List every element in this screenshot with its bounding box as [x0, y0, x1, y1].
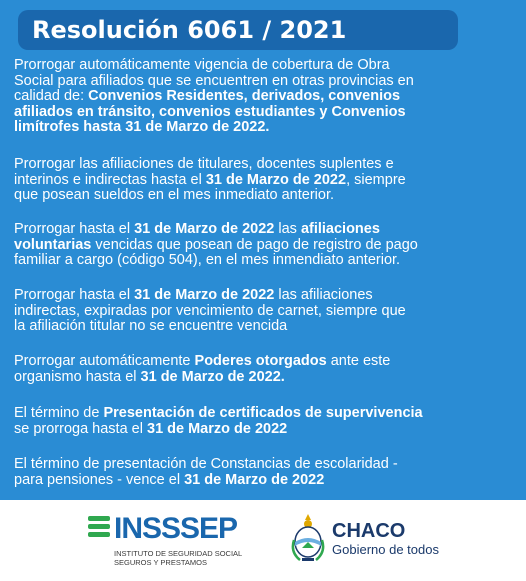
footer-logos: [0, 500, 526, 581]
paragraph-line: [14, 238, 514, 254]
bold-text: 31 de Marzo de 2022: [205, 171, 347, 188]
paragraph-line: [14, 304, 514, 320]
paragraph-line: [14, 406, 514, 422]
body-text: ante este: [326, 353, 391, 369]
body-text: que posean sueldos en el mes inmediato anterior.: [14, 187, 335, 204]
bold-text: afiliados en tránsito, convenios estudiantes y Convenios: [14, 103, 406, 120]
body-text: las: [274, 221, 301, 237]
title-banner: [18, 10, 458, 50]
paragraph-4: [14, 288, 514, 335]
paragraph-line: [14, 422, 514, 438]
chaco-emblem-icon: [290, 512, 326, 564]
body-text: organismo hasta el: [14, 368, 141, 385]
body-text: Prorrogar hasta el: [14, 221, 135, 237]
insssep-subtitle: [114, 549, 242, 567]
paragraph-line: [14, 58, 514, 74]
paragraph-7: [14, 457, 514, 488]
chaco-subtitle: Gobierno de todos: [332, 542, 439, 557]
bold-text: 31 de Marzo de 2022.: [140, 368, 285, 385]
body-text: familiar a cargo (código 504), en el mes inmendiato anterior.: [14, 252, 401, 269]
body-text: Prorrogar las afiliaciones de titulares, docentes suplentes e: [14, 156, 394, 172]
body-text: El término de presentación de Constancias de escolaridad -: [14, 456, 398, 472]
body-text: las afiliaciones: [274, 287, 373, 303]
paragraph-line: [14, 473, 514, 489]
body-text: Prorrogar automáticamente: [14, 353, 195, 369]
insssep-stripes-icon: [88, 516, 112, 544]
paragraph-line: [14, 173, 514, 189]
page-title: Resolución 6061 / 2021: [32, 16, 347, 44]
bold-text: Presentación de certificados de supervivencia: [103, 405, 423, 421]
bold-text: 31 de Marzo de 2022: [134, 287, 275, 303]
insssep-logo: [88, 512, 243, 570]
body-text: Prorrogar automáticamente vigencia de cobertura de Obra: [14, 57, 390, 73]
bold-text: Poderes otorgados: [194, 353, 327, 369]
paragraph-line: [14, 253, 514, 269]
paragraph-line: [14, 222, 514, 238]
chaco-name: CHACO: [332, 520, 406, 542]
paragraph-line: [14, 370, 514, 386]
body-text: Social para afiliados que se encuentren en otras provincias en: [14, 72, 414, 89]
bold-text: limítrofes hasta 31 de Marzo de 2022.: [14, 119, 270, 136]
body-text: El término de: [14, 405, 104, 421]
bold-text: 31 de Marzo de 2022: [134, 221, 275, 237]
paragraph-line: [14, 354, 514, 370]
body-text: calidad de:: [14, 88, 89, 105]
paragraph-5: [14, 354, 514, 385]
insssep-subtitle-line1: INSTITUTO DE SEGURIDAD SOCIAL: [114, 549, 243, 558]
insssep-name: INSSSEP: [114, 512, 238, 545]
paragraph-line: [14, 89, 514, 105]
paragraph-3: [14, 222, 514, 269]
bold-text: Convenios Residentes, derivados, convenios: [88, 88, 401, 105]
paragraph-line: [14, 319, 514, 335]
body-text: interinos e indirectas hasta el: [14, 171, 206, 188]
body-text: indirectas, expiradas por vencimiento de carnet, siempre que: [14, 302, 406, 319]
paragraph-line: [14, 105, 514, 121]
body-text: la afiliación titular no se encuentre vencida: [14, 318, 288, 335]
paragraph-2: [14, 157, 514, 204]
body-text: , siempre: [346, 171, 406, 188]
paragraph-line: [14, 74, 514, 90]
body-text: vencidas que posean de pago de registro de pago: [91, 236, 418, 253]
paragraph-1: [14, 58, 514, 136]
bold-text: 31 de Marzo de 2022: [147, 420, 288, 437]
paragraph-6: [14, 406, 514, 437]
paragraph-line: [14, 288, 514, 304]
chaco-logo: [290, 512, 450, 570]
paragraph-line: [14, 157, 514, 173]
body-text: para pensiones - vence el: [14, 471, 185, 488]
paragraph-line: [14, 120, 514, 136]
paragraph-line: [14, 457, 514, 473]
body-text: se prorroga hasta el: [14, 420, 147, 437]
paragraph-line: [14, 188, 514, 204]
body-text: Prorrogar hasta el: [14, 287, 135, 303]
bold-text: voluntarias: [14, 236, 92, 253]
bold-text: afiliaciones: [300, 221, 380, 237]
bold-text: 31 de Marzo de 2022: [184, 471, 325, 488]
insssep-subtitle-line2: SEGUROS Y PRESTAMOS: [114, 558, 207, 567]
